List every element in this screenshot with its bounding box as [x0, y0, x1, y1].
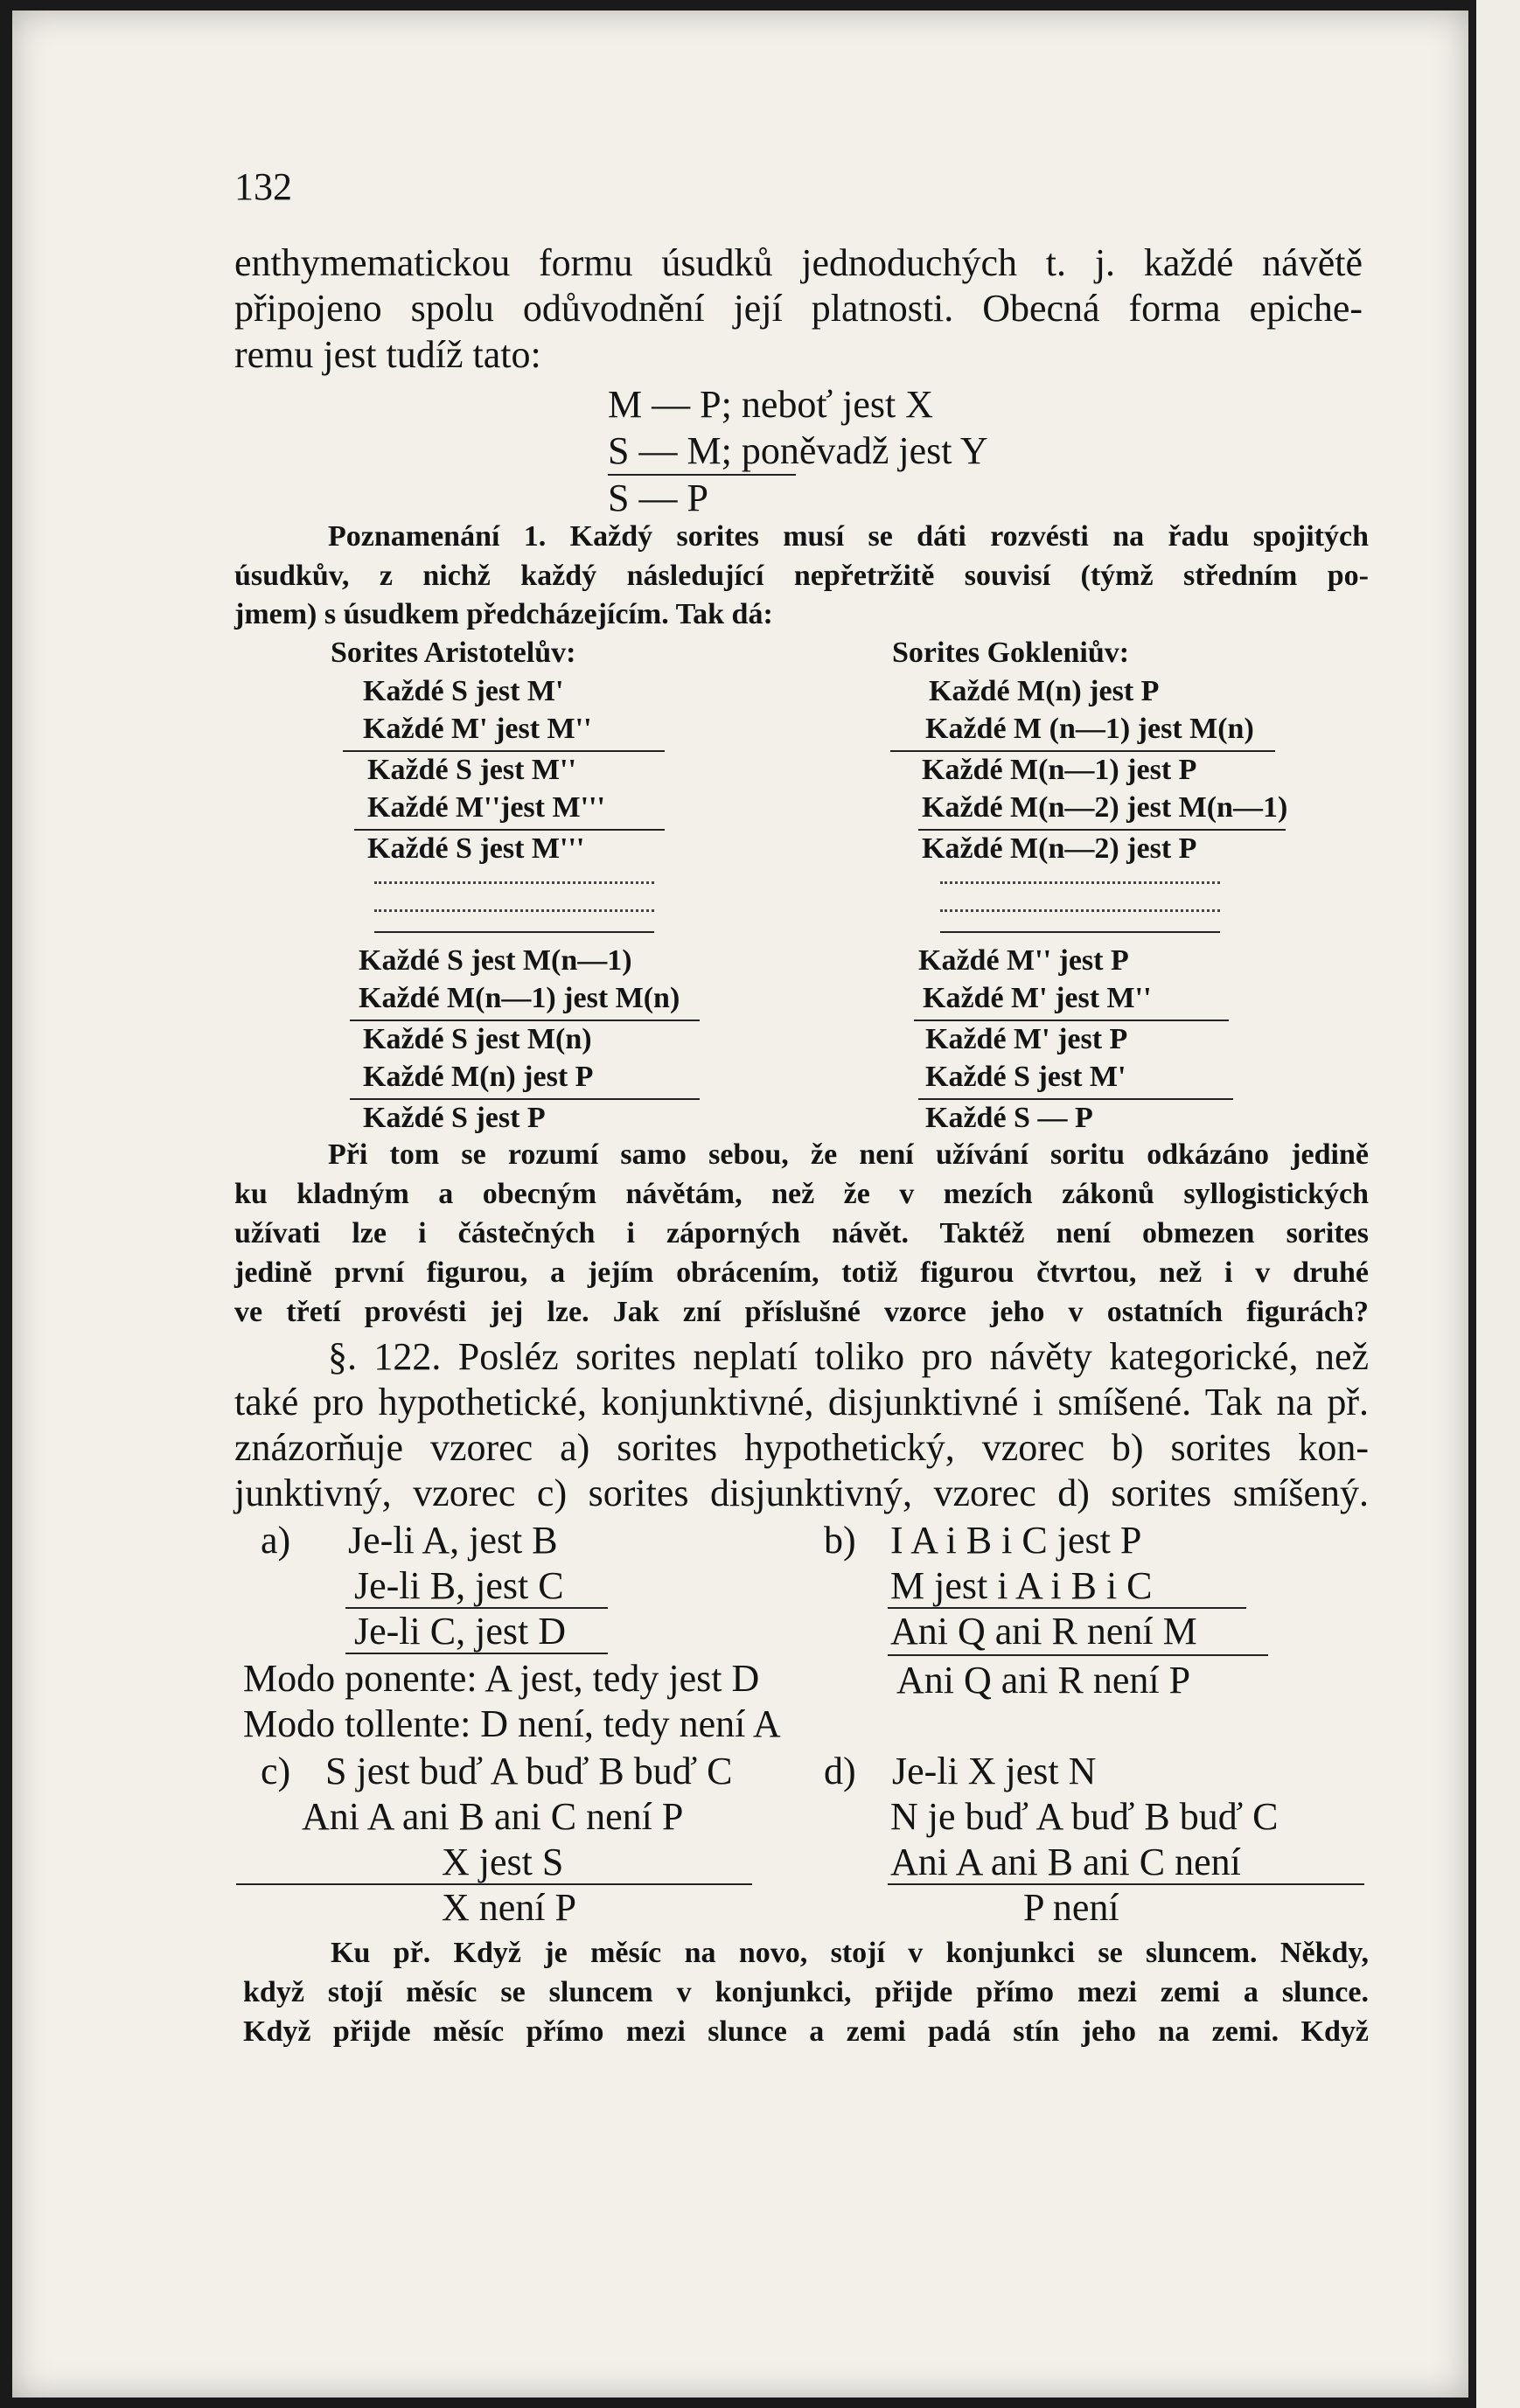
rule: [345, 1653, 608, 1654]
text-line: připojeno spolu odůvodnění její platnosti. Obecná forma epiche-: [234, 287, 1363, 330]
formula-line: Je-li X jest N: [892, 1750, 1097, 1792]
page-number: 132: [234, 165, 292, 208]
sorites-line: Každé M(n) jest P: [929, 675, 1160, 707]
formula-line: M — P; neboť jest X: [608, 383, 934, 426]
sorites-line: Každé S jest M': [363, 675, 564, 707]
modo-tollente: Modo tollente: D není, tedy není A: [243, 1702, 781, 1745]
rule: [888, 1654, 1268, 1656]
sorites-aristotle-heading: Sorites Aristotelův:: [331, 637, 576, 669]
formula-line: I A i B i C jest P: [890, 1519, 1142, 1562]
formula-label-b: b): [824, 1519, 856, 1562]
ellipsis-dots: [940, 909, 1220, 912]
formula-line: P není: [1023, 1886, 1119, 1929]
rule: [350, 1098, 700, 1100]
sorites-line: Každé M' jest P: [925, 1023, 1128, 1055]
text-line: ve třetí provésti jej lze. Jak zní příslušné vzorce jeho v ostatních figurách?: [234, 1296, 1369, 1328]
text-line: Když přijde měsíc přímo mezi slunce a zemi padá stín jeho na zemi. Když: [243, 2015, 1369, 2048]
rule: [343, 750, 665, 752]
sorites-line: Každé M' jest M'': [363, 713, 592, 745]
adjacent-page-edge: [1476, 0, 1520, 2408]
formula-line: Ani A ani B ani C není P: [302, 1795, 684, 1838]
sorites-line: Každé S — P: [925, 1102, 1093, 1134]
formula-label-d: d): [824, 1750, 856, 1792]
rule: [918, 1098, 1233, 1100]
note-line: jmem) s úsudkem předcházejícím. Tak dá:: [234, 598, 773, 630]
text-line: znázorňuje vzorec a) sorites hypothetický, vzorec b) sorites kon-: [234, 1426, 1369, 1469]
formula-label-c: c): [261, 1750, 291, 1792]
text-line: junktivný, vzorec c) sorites disjunktivný, vzorec d) sorites smíšený.: [234, 1472, 1369, 1514]
rule: [918, 829, 1286, 831]
rule: [940, 931, 1220, 933]
text-line: také pro hypothetické, konjunktivné, disjunktivné i smíšené. Tak na př.: [234, 1381, 1369, 1423]
section-heading-line: §. 122. Posléz sorites neplatí toliko pro návěty kategorické, než: [328, 1335, 1369, 1378]
ellipsis-dots: [374, 881, 654, 884]
sorites-line: Každé M(n—1) jest M(n): [359, 982, 680, 1014]
formula-line: Je-li A, jest B: [348, 1519, 558, 1562]
formula-line: X není P: [442, 1886, 576, 1929]
rule: [354, 829, 665, 831]
formula-line: N je buď A buď B buď C: [890, 1795, 1279, 1838]
formula-line: M jest i A i B i C: [890, 1564, 1153, 1607]
rule: [888, 1883, 1364, 1885]
text-line: jedině první figurou, a jejím obrácením, totiž figurou čtvrtou, než i v druhé: [234, 1256, 1369, 1289]
note-line: Poznamenání 1. Každý sorites musí se dáti rozvésti na řadu spojitých: [328, 520, 1369, 553]
text-line: remu jest tudíž tato:: [234, 333, 541, 376]
sorites-line: Každé S jest M'': [367, 754, 576, 786]
sorites-line: Každé S jest P: [363, 1102, 546, 1134]
formula-line: S — P: [608, 477, 708, 519]
rule: [350, 1020, 700, 1021]
sorites-line: Každé S jest M(n—1): [359, 944, 632, 977]
formula-label-a: a): [261, 1519, 291, 1562]
sorites-line: Každé M(n—2) jest P: [922, 832, 1197, 865]
rule: [890, 750, 1275, 752]
note-line: úsudkův, z nichž každý následující nepřetržitě souvisí (týmž středním po-: [234, 560, 1369, 592]
text-line: užívati lze i částečných i záporných návět. Taktéž není obmezen sorites: [234, 1217, 1369, 1249]
text-line: když stojí měsíc se sluncem v konjunkci, přijde přímo mezi zemi a slunce.: [243, 1976, 1369, 2008]
sorites-line: Každé S jest M(n): [363, 1023, 592, 1055]
modo-ponente: Modo ponente: A jest, tedy jest D: [243, 1657, 760, 1700]
text-line: Při tom se rozumí samo sebou, že není užívání soritu odkázáno jedině: [328, 1138, 1369, 1171]
sorites-line: Každé M(n—1) jest P: [922, 754, 1197, 786]
formula-line: Ani A ani B ani C není: [890, 1841, 1241, 1883]
sorites-goclenius-heading: Sorites Gokleniův:: [892, 637, 1130, 669]
sorites-line: Každé S jest M''': [367, 832, 585, 865]
ellipsis-dots: [374, 909, 654, 912]
sorites-line: Každé M(n—2) jest M(n—1): [922, 791, 1288, 824]
sorites-line: Každé M''jest M''': [367, 791, 605, 824]
formula-line: S jest buď A buď B buď C: [325, 1750, 733, 1792]
formula-line: Ani Q ani R není P: [896, 1659, 1191, 1702]
text-line: enthymematickou formu úsudků jednoduchých t. j. každé návětě: [234, 241, 1363, 284]
formula-line: Ani Q ani R není M: [890, 1610, 1197, 1653]
sorites-line: Každé M'' jest P: [918, 944, 1129, 977]
sorites-line: Každé M' jest M'': [923, 982, 1152, 1014]
rule: [914, 1020, 1229, 1021]
formula-line: X jest S: [442, 1841, 564, 1883]
ellipsis-dots: [940, 881, 1220, 884]
text-line: ku kladným a obecným návětám, než že v mezích zákonů syllogistických: [234, 1178, 1369, 1210]
text-line: Ku př. Když je měsíc na novo, stojí v konjunkci se sluncem. Někdy,: [331, 1937, 1369, 1969]
formula-line: S — M; poněvadž jest Y: [608, 429, 988, 472]
formula-line: Je-li C, jest D: [354, 1610, 566, 1653]
rule: [374, 931, 654, 933]
formula-line: Je-li B, jest C: [354, 1564, 564, 1607]
sorites-line: Každé M (n—1) jest M(n): [925, 713, 1254, 745]
sorites-line: Každé M(n) jest P: [363, 1061, 594, 1093]
sorites-line: Každé S jest M': [925, 1061, 1126, 1093]
